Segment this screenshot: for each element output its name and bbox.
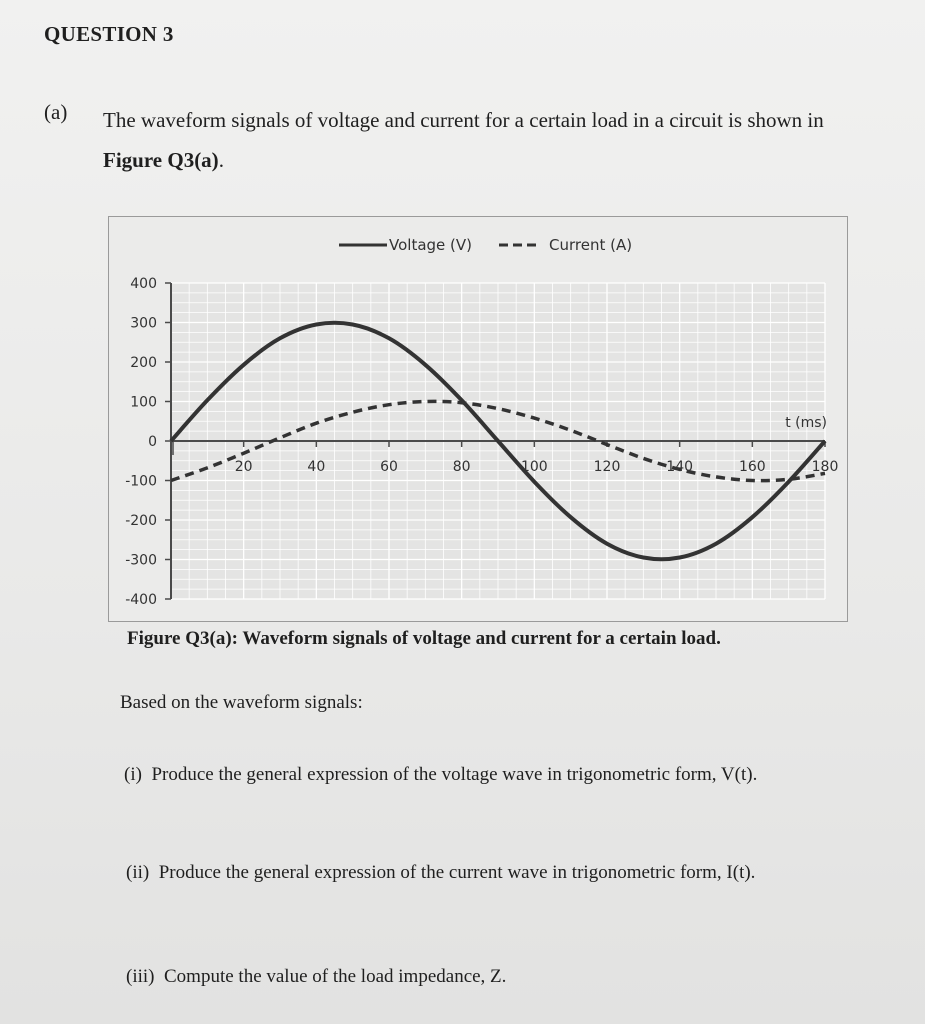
x-tick-label: 60 — [380, 459, 398, 475]
y-tick-label: -200 — [125, 513, 157, 529]
item-text: Compute the value of the load impedance, Z. — [164, 966, 507, 987]
x-tick-label: 160 — [738, 459, 766, 475]
intro-prefix: The waveform signals of voltage and current for a certain load in a circuit is shown in — [103, 108, 824, 132]
x-tick-label: 40 — [307, 459, 326, 475]
x-tick-label: 120 — [593, 459, 621, 475]
item-text: Produce the general expression of the current wave in trigonometric form, I(t). — [158, 862, 756, 883]
item-number: (i) — [124, 764, 142, 785]
x-tick-label: 80 — [452, 459, 471, 475]
chart-figure — [108, 216, 848, 622]
item-text: Produce the general expression of the voltage wave in trigonometric form, V(t). — [151, 764, 758, 785]
legend-label-voltage: Voltage (V) — [389, 236, 472, 254]
part-label: (a) — [44, 100, 68, 124]
question-item-i — [124, 764, 757, 786]
figure-caption: Figure Q3(a): Waveform signals of voltage and current for a certain load. — [127, 628, 721, 649]
x-tick-label: 100 — [520, 459, 548, 475]
x-tick-label: 20 — [234, 459, 253, 475]
item-number: (ii) — [126, 862, 150, 883]
y-tick-label: -400 — [125, 592, 157, 608]
question-item-ii — [126, 862, 755, 884]
intro-suffix: . — [218, 148, 224, 172]
question-item-iii — [126, 966, 506, 988]
y-tick-label: -100 — [125, 473, 157, 490]
y-tick-label: 0 — [148, 434, 157, 450]
question-heading: QUESTION 3 — [44, 22, 174, 46]
y-tick-label: 100 — [130, 394, 157, 411]
y-tick-label: -300 — [125, 552, 157, 569]
y-tick-label: 200 — [130, 355, 157, 371]
legend-label-current: Current (A) — [549, 236, 633, 254]
waveform-chart — [109, 217, 847, 621]
y-tick-label: 300 — [130, 315, 157, 332]
intro-figure-ref: Figure Q3(a) — [103, 148, 219, 172]
item-number: (iii) — [126, 966, 155, 987]
x-tick-label: 140 — [666, 459, 694, 475]
intro-text — [103, 100, 883, 180]
x-tick-label: 180 — [811, 459, 839, 475]
x-axis-label: t (ms) — [785, 415, 827, 431]
based-on-text: Based on the waveform signals: — [120, 692, 363, 713]
y-tick-label: 400 — [130, 276, 157, 292]
